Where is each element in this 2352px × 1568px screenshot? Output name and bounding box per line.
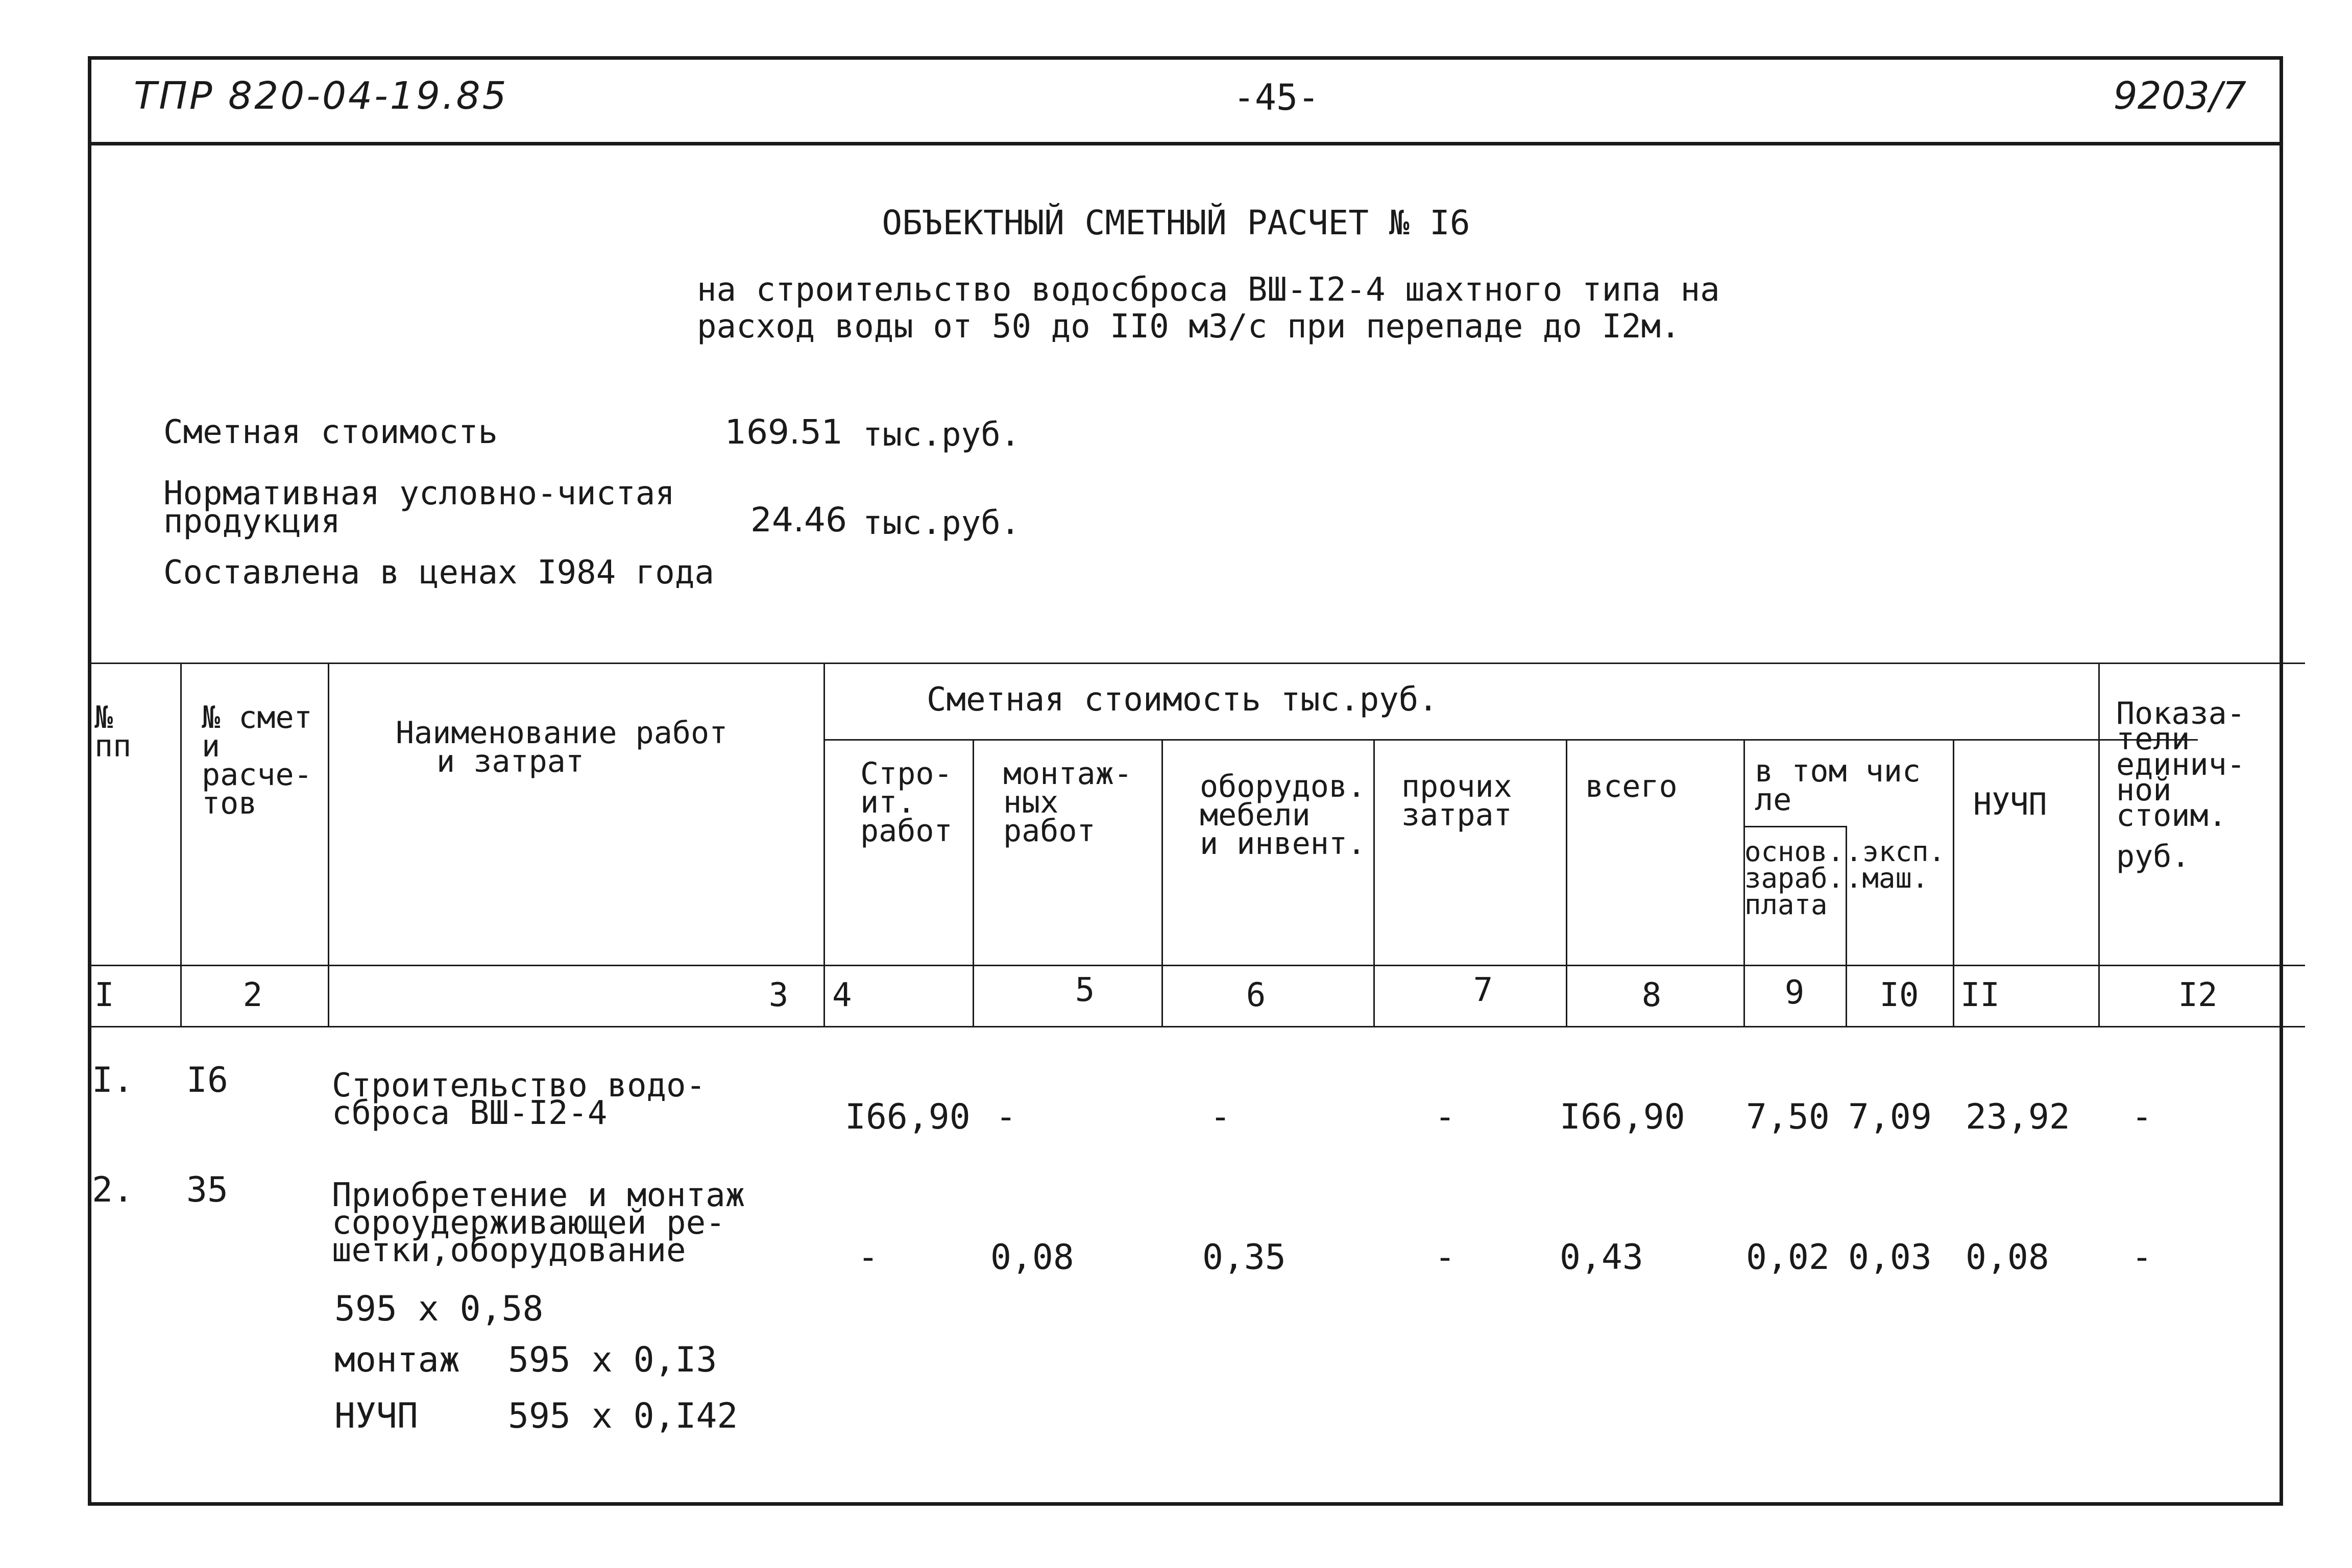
col-number-4: 4 [832, 976, 852, 1014]
row-2-name: Приобретение и монтаж сороудерживающей ре- шетки,оборудование [332, 1177, 745, 1269]
row-2-construction: - [858, 1237, 879, 1278]
row-2-nuchp: 0,08 [1966, 1237, 2049, 1278]
cost-value: 169.51 [725, 412, 843, 452]
row-2-equipment: 0,35 [1202, 1237, 1286, 1278]
header-col-3: Наименование работ и затрат [396, 715, 728, 779]
page-number: -45- [1233, 77, 1320, 118]
col-divider-7 [1566, 739, 1567, 1026]
row-1-num: I. [92, 1060, 134, 1100]
col-number-8: 8 [1641, 976, 1662, 1014]
row-1-construction: I66,90 [845, 1097, 971, 1137]
row-2-num: 2. [92, 1170, 134, 1210]
row-1-estimate-no: I6 [186, 1060, 228, 1100]
col-number-12: I2 [2178, 976, 2218, 1014]
norm-label-line-1: Нормативная условно-чистая [163, 475, 675, 512]
row-2-other: - [1435, 1237, 1456, 1278]
row-1-nuchp: 23,92 [1966, 1097, 2070, 1137]
row-2-installation: 0,08 [990, 1237, 1074, 1278]
col-number-3: 3 [768, 976, 789, 1014]
col-number-5: 5 [1075, 971, 1095, 1009]
cost-unit: тыс.руб. [863, 416, 1021, 454]
header-col-10: .эксп. .маш. [1846, 836, 1946, 894]
calc-line-2-label: монтаж [334, 1340, 460, 1380]
calc-line-1: 595 х 0,58 [334, 1289, 544, 1329]
colnum-bottom-rule [89, 1026, 2305, 1027]
header-col-8: всего [1585, 769, 1678, 804]
norm-unit: тыс.руб. [863, 504, 1021, 542]
prices-note: Составлена в ценах I984 года [163, 554, 714, 592]
calc-line-3-label: НУЧП [334, 1396, 418, 1436]
header-incl: в том чис ле [1755, 753, 1921, 818]
row-1-machines: 7,09 [1848, 1097, 1932, 1137]
subtitle-line-2: расход воды от 50 до II0 м3/с при перепаде до I2м. [697, 308, 1681, 346]
row-2-wages: 0,02 [1746, 1237, 1830, 1278]
col-number-7: 7 [1473, 971, 1493, 1009]
estimate-subtitle [697, 272, 1720, 345]
row-1-equipment: - [1210, 1097, 1231, 1137]
header-col-2: № смет и расче- тов [202, 700, 312, 821]
group-header-rule [825, 739, 2198, 741]
subtitle-line-1: на строительство водосброса ВШ-I2-4 шахтного типа на [697, 271, 1720, 309]
header-col-4: Стро- ит. работ [860, 756, 953, 849]
header-col-1: № пп [94, 700, 132, 764]
header-group: Сметная стоимость тыс.руб. [927, 681, 1438, 719]
col-divider-2 [328, 663, 329, 1026]
col-number-10: I0 [1879, 976, 1919, 1014]
col-divider-4 [973, 739, 974, 1026]
estimate-table [89, 663, 2305, 1071]
col-divider-1 [180, 663, 182, 1026]
row-1-wages: 7,50 [1746, 1097, 1830, 1137]
col-divider-10 [1953, 739, 1954, 1026]
header-col-7: прочих затрат [1401, 769, 1512, 833]
header-rule [88, 142, 2283, 145]
header-col-11: НУЧП [1973, 787, 2047, 822]
norm-value: 24.46 [750, 500, 847, 540]
document-code: ТПР 820-04-19.85 [134, 74, 508, 118]
calc-line-3-value: 595 х 0,I42 [508, 1396, 738, 1436]
header-col-12: Показа- тели единич- ной стоим. руб. [2116, 696, 2245, 874]
header-col-9: основ. зараб. плата [1744, 836, 1845, 921]
col-divider-11 [2098, 663, 2100, 1026]
row-2-estimate-no: 35 [186, 1170, 228, 1210]
col-number-11: II [1960, 976, 2000, 1014]
incl-header-rule [1743, 826, 1846, 827]
cost-label: Сметная стоимость [163, 413, 498, 451]
table-top-rule [89, 663, 2305, 664]
row-1-name: Строительство водо- сброса ВШ-I2-4 [332, 1067, 706, 1132]
estimate-title: ОБЪЕКТНЫЙ СМЕТНЫЙ РАСЧЕТ № I6 [882, 203, 1470, 242]
col-number-2: 2 [243, 976, 263, 1014]
header-col-5: монтаж- ных работ [1003, 756, 1132, 849]
header-bottom-rule [89, 965, 2305, 966]
col-number-9: 9 [1784, 974, 1805, 1012]
row-1-other: - [1435, 1097, 1456, 1137]
col-divider-3 [823, 663, 825, 1026]
row-2-machines: 0,03 [1848, 1237, 1932, 1278]
norm-label-line-2: продукция [163, 503, 341, 541]
col-number-6: 6 [1246, 976, 1266, 1014]
row-1-installation: - [996, 1097, 1016, 1137]
col-divider-5 [1161, 739, 1163, 1026]
calc-line-2-value: 595 х 0,I3 [508, 1340, 717, 1380]
col-divider-6 [1373, 739, 1375, 1026]
row-2-unit-cost: - [2131, 1237, 2152, 1278]
sheet-number: 9203/7 [2113, 74, 2246, 118]
row-1-unit-cost: - [2131, 1097, 2152, 1137]
row-1-total: I66,90 [1560, 1097, 1685, 1137]
col-number-1: I [94, 976, 114, 1014]
header-col-6: оборудов. мебели и инвент. [1200, 769, 1366, 862]
row-2-total: 0,43 [1560, 1237, 1643, 1278]
